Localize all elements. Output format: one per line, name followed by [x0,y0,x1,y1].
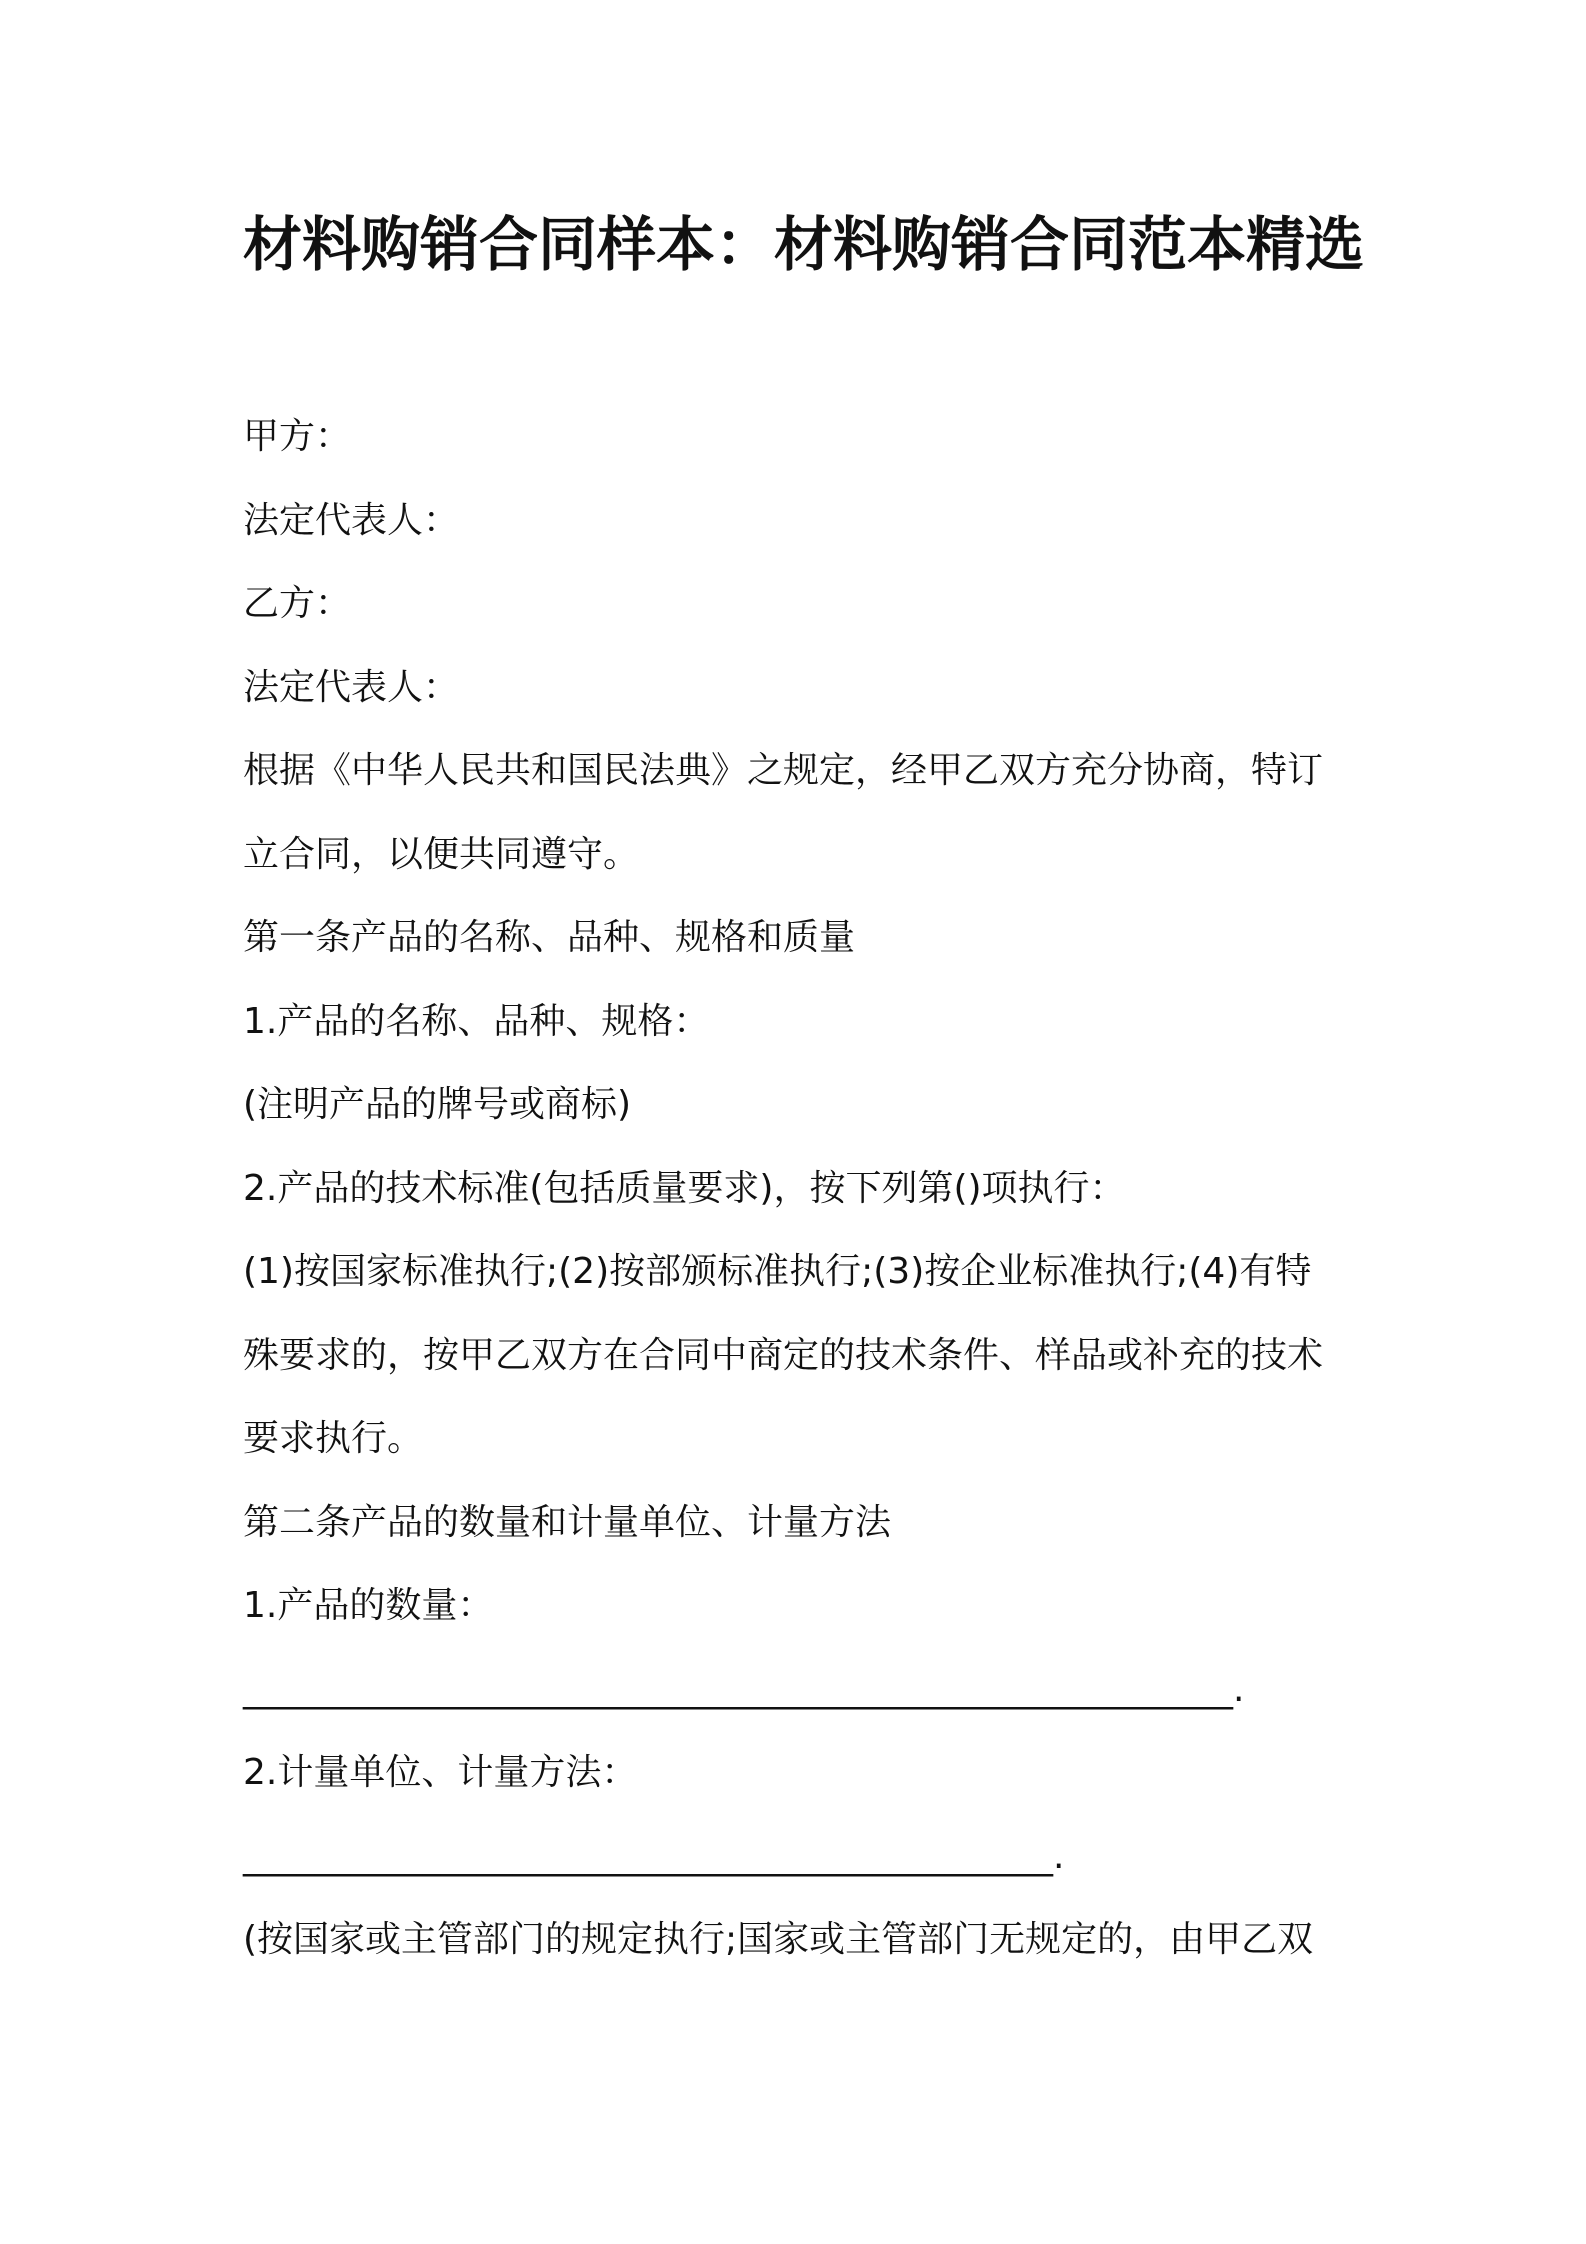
party-b-representative-line: 法定代表人： [243,666,460,708]
party-b-line: 乙方： [243,583,352,624]
article-one-options-line-2: 殊要求的，按甲乙双方在合同中商定的技术条件、样品或补充的技术 [243,1334,1324,1376]
document-body [243,395,1363,1982]
article-two-item-1: 1.产品的数量： [243,1585,494,1626]
article-one-item-1-note: (注明产品的牌号或商标) [243,1084,632,1125]
article-two-note-line: (按国家或主管部门的规定执行;国家或主管部门无规定的，由甲乙双 [243,1919,1314,1960]
party-a-line: 甲方： [243,416,352,457]
article-one-options-line-3: 要求执行。 [243,1418,424,1459]
article-two-item-2: 2.计量单位、计量方法： [243,1752,638,1793]
quantity-blank-line: _______________________________________________________. [243,1668,1245,1710]
article-one-item-1: 1.产品的名称、品种、规格： [243,1000,710,1042]
article-one-options-line-1: (1)按国家标准执行;(2)按部颁标准执行;(3)按企业标准执行;(4)有特 [243,1251,1312,1292]
document-title: 材料购销合同样本：材料购销合同范本精选 [243,210,1365,279]
article-two-heading: 第二条产品的数量和计量单位、计量方法 [243,1501,892,1543]
preamble-line-2: 立合同，以便共同遵守。 [243,833,640,875]
article-one-heading: 第一条产品的名称、品种、规格和质量 [243,917,856,958]
party-a-representative-line: 法定代表人： [243,499,460,541]
preamble-line-1: 根据《中华人民共和国民法典》之规定，经甲乙双方充分协商，特订 [243,750,1324,791]
article-one-item-2: 2.产品的技术标准(包括质量要求)，按下列第()项执行： [243,1167,1126,1209]
measurement-blank-line: _____________________________________________. [243,1835,1065,1877]
